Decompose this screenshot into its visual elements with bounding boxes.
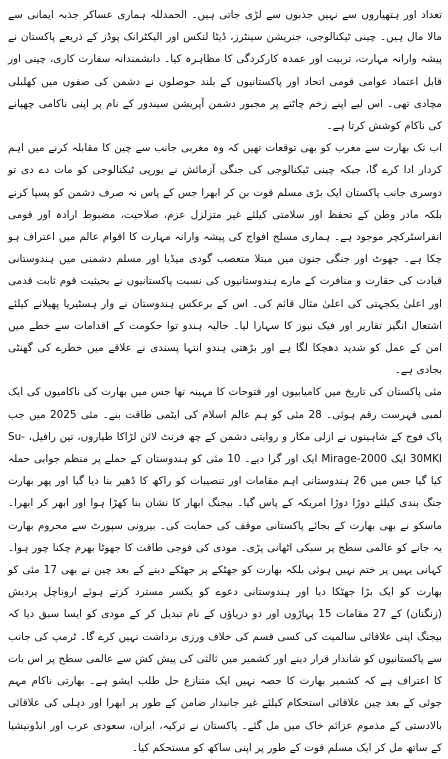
article-body <box>8 4 442 759</box>
article-paragraph-3: مئی پاکستان کی تاریخ میں کامیابیوں اور فتوحات کا مہینہ تھا جس میں بھارت کی ناکامیوں کی ایک لمبی فہرست رقم ہوئی۔ 28 مئی کو ہم عالم اسلام کی ایٹمی طاقت بنے۔ مئی 2025 میں جب پاک فوج کے شاہینوں نے ازلی مکار و روایتی دشمن کے چھ فرنٹ لائن لڑاکا طیاروں، تین رافیل، Su-30MKI ایک Mirage-2000 ایک اور گرا دیے۔ 10 مئی کو ہندوستان کے حملے پر منظم جوابی حملہ کیا گیا جس میں 26 ہندوستانی اہم مقامات اور تنصیبات کو راکھ کا ڈھیر بنا دیا گیا اور پھر بھارت جنگ بندی کیلئے دوڑا دوڑا امریکہ کے پاس گیا۔ بیجنگ ابھار کا نشان بنا کھڑا ہوا اور ابھر کر ابھرا۔ ماسکو نے بھی بھارت کے بجائے پاکستانی موقف کی حمایت کی۔ بیرونی سپورٹ سے محروم بھارت یہ جانے کو عالمی سطح پر سبکی اٹھانی پڑی۔ مودی کی فوجی طاقت کا جھوٹا بھرم چکنا چور ہوا۔ کہانی یہیں پر ختم نہیں ہوئی بلکہ بھارت کو جھٹکے پر جھٹکے دینے کے بعد چین نے بھی 17 مئی کو بھارت کو ایک بڑا جھٹکا دیا اور ہندوستانی دعوے کو یکسر مسترد کرتے ہوئے اروناچل پردیش (زنگنان) کے 27 مقامات 15 پہاڑوں اور دو دریاؤں کے نام تبدیل کر کے مودی کو ایسا سبق دیا کہ بیجنگ اپنی علاقائی سالمیت کی کسی قسم کی خلاف ورزی برداشت نہیں کرے گا۔ ٹرمپ کی جانب سے پاکستانیوں کو شاندار قرار دینے اور کشمیر میں ثالثی کی پیش کش سے عالمی سطح پر اس بات کا اعتراف ہے کہ کشمیر بھارت کا حصہ نہیں ایک متنازع حل طلب ایشو ہے۔ بھارتی ناکام مہم جوئی کے بعد چین علاقائی استحکام کیلئے غیر جانبدار ضامن کے طور پر ابھرا اور دہلی کی علاقائی بالادستی کے مذموم عزائم خاک میں مل گئے۔ پاکستان نے ترکیہ، ایران، سعودی عرب اور انڈونیشیا کے ساتھ مل کر ایک مسلم قوت کے طور پر اپنی ساکھ کو مستحکم کیا۔ <box>8 386 443 754</box>
article-paragraph-2: اب تک بھارت سے مغرب کو بھی توقعات تھیں کہ وہ مغربی جانب سے چین کا مقابلہ کرنے میں اہم کردار ادا کرے گا، جبکہ چینی ٹیکنالوجی کی جنگی آزمائش نے یورپی ٹیکنالوجی کو مات دے دی تو دوسری جانب پاکستان ایک بڑی مسلم قوت بن کر ابھرا جس کے پاس نہ صرف دشمن کو پسپا کرنے بلکہ مادر وطن کے تحفظ اور سلامتی کیلئے غیر متزلزل عزم، صلاحیت، مضبوط ارادہ اور قومی انفراسٹرکچر موجود ہے۔ ہماری مسلح افواج کی پیشہ وارانہ مہارت کا اقوام عالم میں اعتراف ہو چکا ہے۔ جھوٹ اور جنگی جنون میں مبتلا متعصب گودی میڈیا اور مسلم دشمنی میں ہندوستانی قیادت کی حقارت و منافرت کے مارے ہندوستانیوں کی نسبت پاکستانیوں نے بحیثیت قوم ثابت قدمی اور اعلیٰ یکجہتی کی اعلیٰ مثال قائم کی۔ اس کے برعکس ہندوستان نے وار ہسٹیریا پھیلانے کیلئے اشتعال انگیز تقاریر اور فیک نیوز کا سہارا لیا۔ حالیہ ہندو توا حکومت کے اقدامات سے خطے میں امن کے عمل کو شدید دھچکا لگا ہے اور بڑھتی ہندو انتہا پسندی نے علاقے میں خطرے کی گھنٹی بجادی ہے۔ <box>8 142 442 377</box>
article-paragraph-1: تعداد اور ہتھیاروں سے نہیں جذبوں سے لڑی جاتی ہیں۔ الحمدللہ ہماری عساکر جذبہ ایمانی سے مالا مال ہیں۔ چینی ٹیکنالوجی، جنریشن سینٹرز، ڈیٹا لنکس اور الیکٹرانک پوڈز کے ذریعے پاکستان نے پیشہ وارانہ مہارت، تربیت اور عمدہ کارکردگی کا مظاہرہ کیا۔ دانشمندانہ سفارت کاری، چینی اور قابل اعتماد عوامی قومی اتحاد اور پاکستانیوں کے بلند حوصلوں نے دشمن کی صفوں میں کھلبلی مچادی تھی۔ اس لیے اپنے زخم چاٹنے پر مجبور دشمن آپریشن سیندور کے نام پر اپنی ناکامی چھپانے کی ناکام کوشش کرتا ہے۔ <box>8 9 442 133</box>
